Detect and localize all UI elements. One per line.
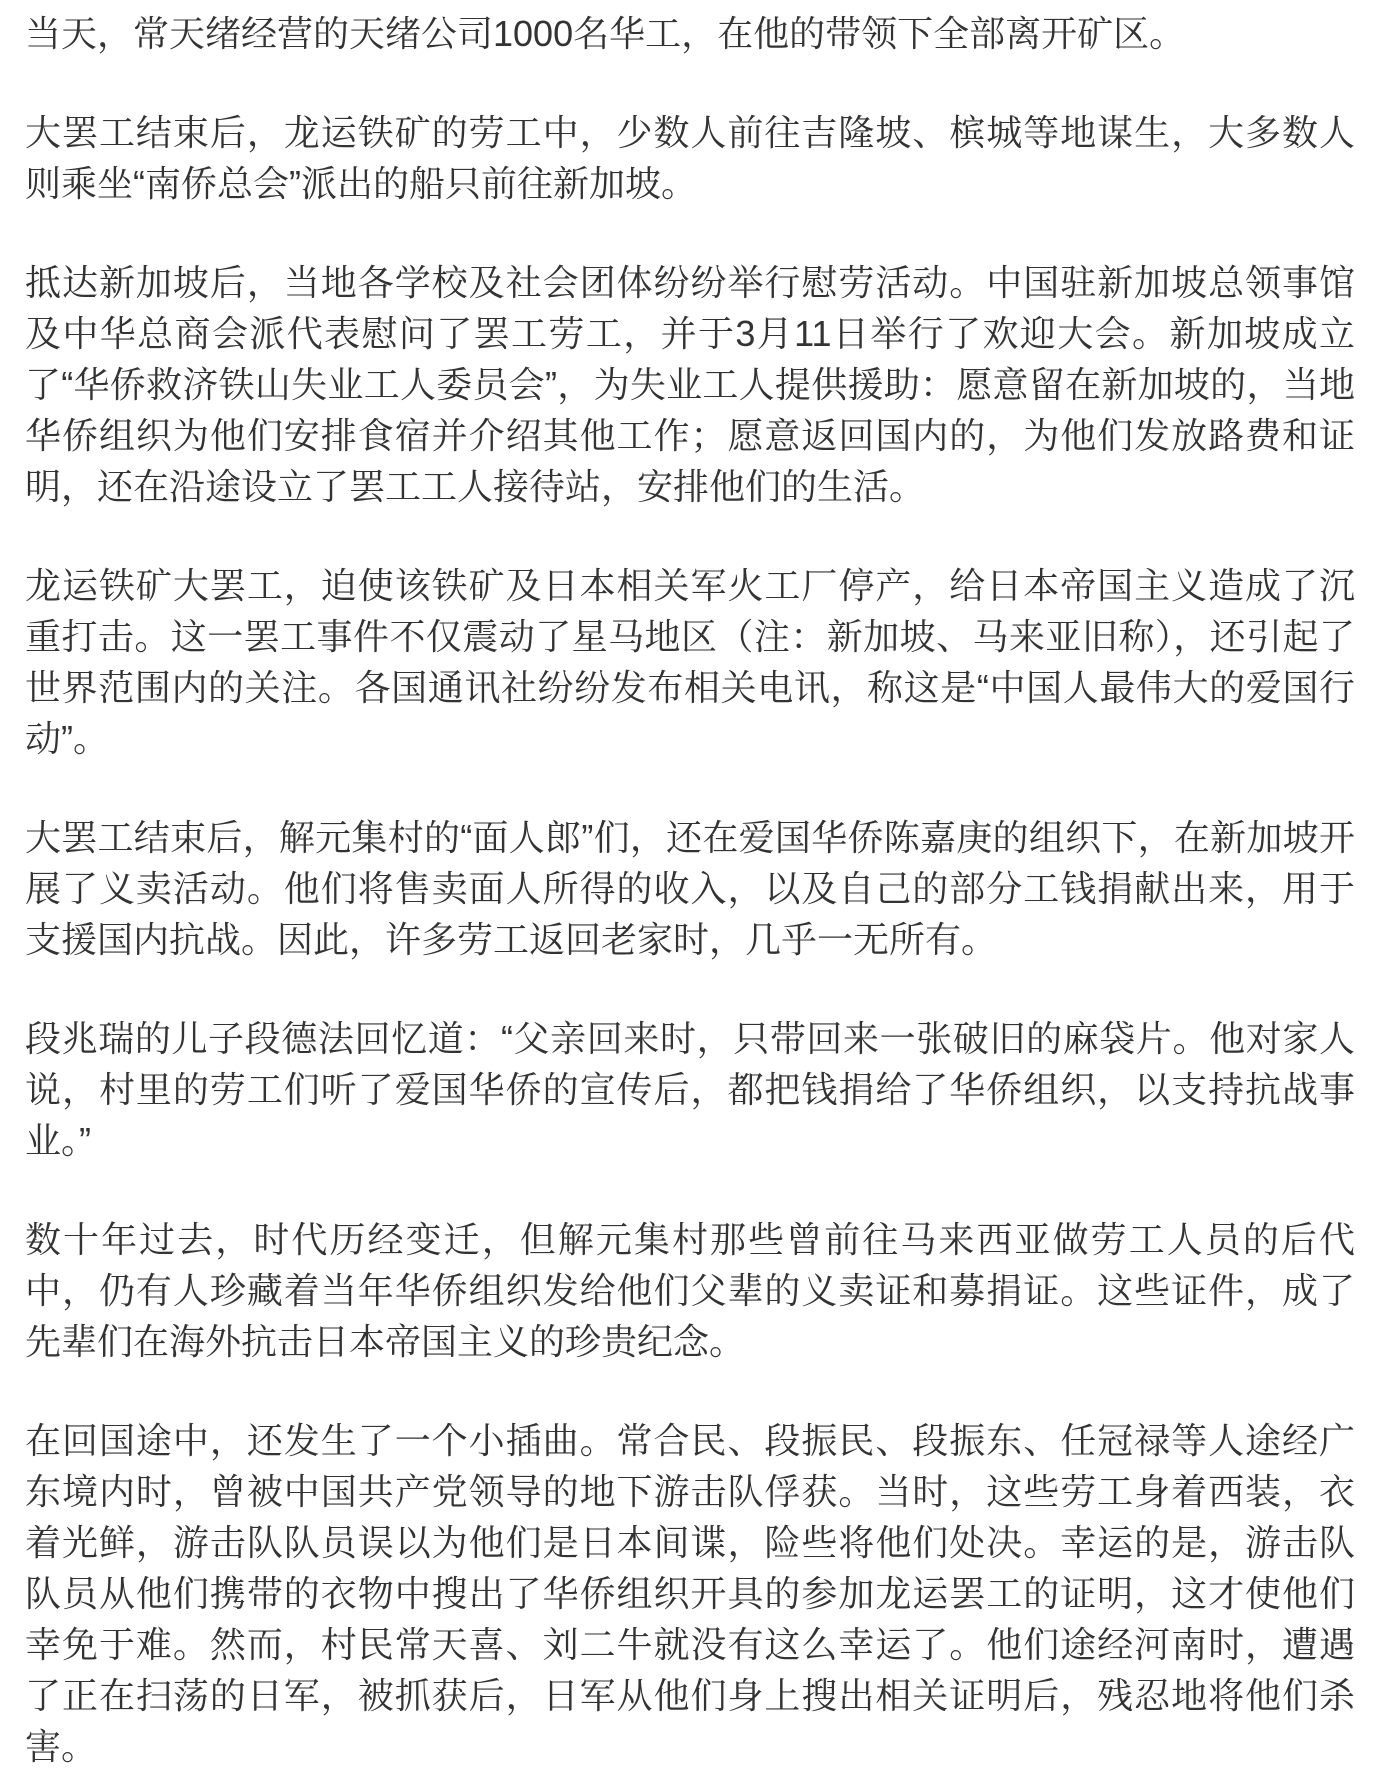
paragraph: 大罢工结束后，解元集村的“面人郎”们，还在爱国华侨陈嘉庚的组织下，在新加坡开展了义卖活动。他们将售卖面人所得的收入，以及自己的部分工钱捐献出来，用于支援国内抗战。因此，许多劳工返回老家时，几乎一无所有。 [25,817,1355,960]
paragraph: 段兆瑞的儿子段德法回忆道：“父亲回来时，只带回来一张破旧的麻袋片。他对家人说，村里的劳工们听了爱国华侨的宣传后，都把钱捐给了华侨组织，以支持抗战事业。” [25,1018,1355,1161]
paragraph: 当天，常天绪经营的天绪公司1000名华工，在他的带领下全部离开矿区。 [25,13,1186,54]
paragraph: 大罢工结束后，龙运铁矿的劳工中，少数人前往吉隆坡、槟城等地谋生，大多数人则乘坐“南侨总会”派出的船只前往新加坡。 [25,112,1355,204]
paragraph: 龙运铁矿大罢工，迫使该铁矿及日本相关军火工厂停产，给日本帝国主义造成了沉重打击。这一罢工事件不仅震动了星马地区（注：新加坡、马来亚旧称），还引起了世界范围内的关注。各国通讯社纷纷发布相关电讯，称这是“中国人最伟大的爱国行动”。 [25,565,1355,759]
paragraph: 在回国途中，还发生了一个小插曲。常合民、段振民、段振东、任冠禄等人途经广东境内时，曾被中国共产党领导的地下游击队俘获。当时，这些劳工身着西装，衣着光鲜，游击队队员误以为他们是日本间谍，险些将他们处决。幸运的是，游击队队员从他们携带的衣物中搜出了华侨组织开具的参加龙运罢工的证明，这才使他们幸免于难。然而，村民常天喜、刘二牛就没有这么幸运了。他们途经河南时，遭遇了正在扫荡的日军，被抓获后，日军从他们身上搜出相关证明后，残忍地将他们杀害。 [25,1420,1355,1767]
paragraph: 抵达新加坡后，当地各学校及社会团体纷纷举行慰劳活动。中国驻新加坡总领事馆及中华总商会派代表慰问了罢工劳工，并于3月11日举行了欢迎大会。新加坡成立了“华侨救济铁山失业工人委员会”，为失业工人提供援助：愿意留在新加坡的，当地华侨组织为他们安排食宿并介绍其他工作；愿意返回国内的，为他们发放路费和证明，还在沿途设立了罢工工人接待站，安排他们的生活。 [25,262,1355,507]
paragraph: 数十年过去，时代历经变迁，但解元集村那些曾前往马来西亚做劳工人员的后代中，仍有人珍藏着当年华侨组织发给他们父辈的义卖证和募捐证。这些证件，成了先辈们在海外抗击日本帝国主义的珍贵纪念。 [25,1219,1355,1362]
